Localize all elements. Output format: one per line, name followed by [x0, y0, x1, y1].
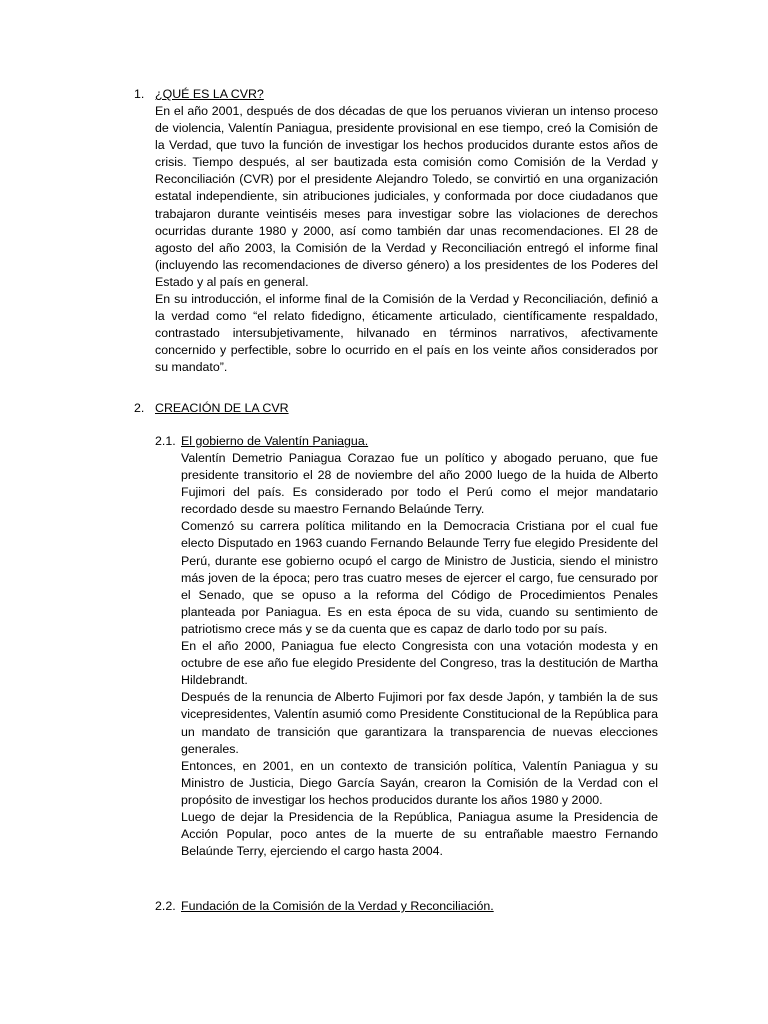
paragraph: Luego de dejar la Presidencia de la República, Paniagua asume la Presidencia de Acción Popular, poco antes de la muerte de su entrañable maestro Fernando Belaúnde Terry, ejerciendo el cargo hasta 2004. [181, 809, 658, 859]
paragraph: Valentín Demetrio Paniagua Corazao fue un político y abogado peruano, que fue presidente transitorio el 28 de noviembre del año 2000 luego de la huida de Alberto Fujimori del país. Es considerado por todo el Perú como el mejor mandatario recordado desde su maestro Fernando Belaúnde Terry. [181, 451, 658, 517]
paragraph: Después de la renuncia de Alberto Fujimori por fax desde Japón, y también la de sus vicepresidentes, Valentín asumió como Presidente Constitucional de la República para un mandato de transición que garantizara la transparencia de nuevas elecciones generales. [181, 690, 658, 756]
subsection-2-1-number: 2.1. [155, 434, 176, 448]
paragraph: Entonces, en 2001, en un contexto de transición política, Valentín Paniagua y su Ministro de Justicia, Diego García Sayán, crearon la Comisión de la Verdad con el propósito de investigar los hechos producidos durante los años 1980 y 2000. [181, 758, 658, 807]
paragraph: En el año 2000, Paniagua fue electo Congresista con una votación modesta y en octubre de ese año fue elegido Presidente del Congreso, tras la destitución de Martha Hildebrandt. [181, 639, 658, 688]
paragraph: Comenzó su carrera política militando en la Democracia Cristiana por el cual fue electo Disputado en 1963 cuando Fernando Belaunde Terry fue elegido Presidente del Perú, durante ese gobierno ocupó el cargo de Ministro de Justicia, siendo el ministro más joven de la época; pero tras cuatro meses de ejercer el cargo, fue censurado por el Senado, que se opuso a la reforma del Código de Procedimientos Penales planteada por Paniagua. Es en esta época de su vida, cuando su sentimiento de patriotismo crece más y se da cuenta que es capaz de darlo todo por su país. [181, 519, 658, 636]
section-1-number: 1. [134, 87, 145, 101]
section-2-heading: CREACIÓN DE LA CVR [155, 401, 289, 415]
paragraph: En su introducción, el informe final de la Comisión de la Verdad y Reconciliación, definió a la verdad como “el relato fidedigno, éticamente articulado, científicamente respaldado, contrastado intersubjetivamente, hilvanado en términos narrativos, afectivamente concernido y perfectible, sobre lo ocurrido en el país en los veinte años considerados por su mandato”. [155, 292, 658, 375]
subsection-2-2-number: 2.2. [155, 899, 176, 913]
paragraph: En el año 2001, después de dos décadas de que los peruanos vivieran un intenso proceso de violencia, Valentín Paniagua, presidente provisional en ese tiempo, creó la Comisión de la Verdad, que tuvo la función de investigar los hechos producidos durante estos años de crisis. Tiempo después, al ser bautizada esta comisión como Comisión de la Verdad y Reconciliación (CVR) por el presidente Alejandro Toledo, se convirtió en una organización estatal independiente, sin atribuciones judiciales, y conformada por doce ciudadanos que trabajaron durante veintiséis meses para investigar sobre las violaciones de derechos ocurridas durante 1980 y 2000, así como también dar unas recomendaciones. El 28 de agosto del año 2003, la Comisión de la Verdad y Reconciliación entregó el informe final (incluyendo las recomendaciones de diverso género) a los presidentes de los Poderes del Estado y al país en general. [155, 104, 658, 289]
section-2-number: 2. [134, 401, 145, 415]
subsection-2-2-heading: Fundación de la Comisión de la Verdad y Reconciliación. [181, 899, 494, 913]
section-1-body [155, 103, 658, 377]
subsection-2-1-body [181, 450, 658, 860]
section-1-heading: ¿QUÉ ES LA CVR? [155, 87, 264, 101]
subsection-2-1-heading: El gobierno de Valentín Paniagua. [181, 434, 369, 448]
